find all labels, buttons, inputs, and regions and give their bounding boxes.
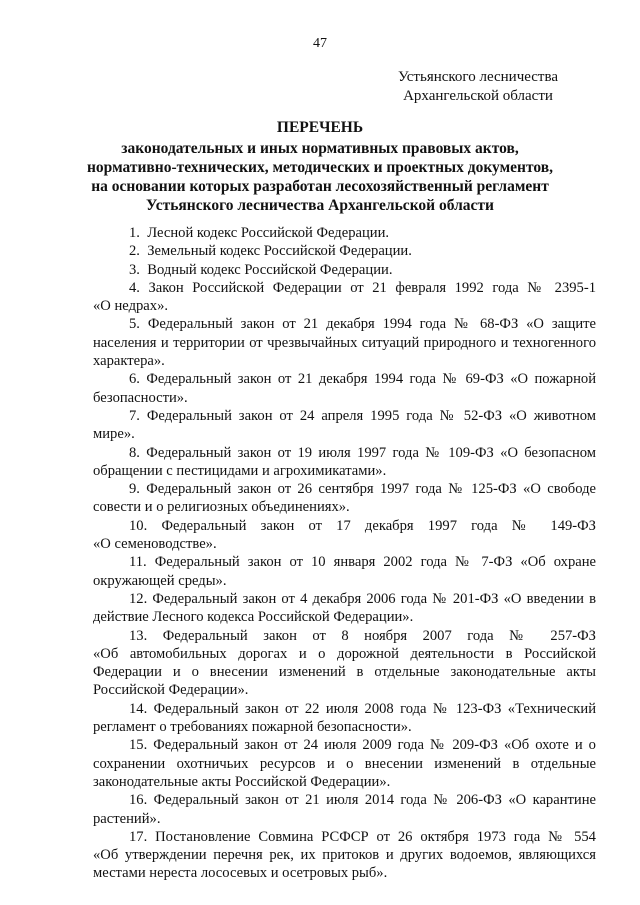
item-number: 17. xyxy=(129,828,148,845)
item-continuation: окружающей среды». xyxy=(93,572,227,589)
item-first-line xyxy=(93,590,596,608)
list-item xyxy=(93,444,596,481)
item-text: Водный кодекс Российской Федерации. xyxy=(147,261,393,278)
item-first-line xyxy=(93,370,596,388)
item-first-line xyxy=(93,517,596,535)
org-line: Архангельской области xyxy=(403,88,553,104)
item-number: 3. xyxy=(129,261,140,278)
item-continuation: обращении с пестицидами и агрохимикатами». xyxy=(93,462,387,479)
item-text: Федеральный закон от 21 декабря 1994 года № 68-ФЗ «О защите xyxy=(147,316,596,333)
item-number: 1. xyxy=(129,225,140,241)
title-line: Устьянского лесничества Архангельской области xyxy=(146,197,494,214)
item-text: Федеральный закон от 26 сентября 1997 года № 125-ФЗ «О свободе xyxy=(146,481,596,498)
item-text: Федеральный закон от 22 июля 2008 года № 123-ФЗ «Технический xyxy=(153,700,597,717)
item-number: 7. xyxy=(129,407,140,424)
list-item xyxy=(93,517,596,554)
item-text: Федеральный закон от 24 июля 2009 года № 209-ФЗ «Об охоте и о xyxy=(153,737,596,754)
item-continuation: регламент о требованиях пожарной безопасности». xyxy=(93,719,412,736)
title-heading: ПЕРЕЧЕНЬ xyxy=(276,119,364,136)
item-text: Федеральный закон от 8 ноября 2007 года № 257-ФЗ xyxy=(162,627,596,644)
list-item xyxy=(93,480,596,517)
item-text: Федеральный закон от 21 июля 2014 года № 206-ФЗ «О карантине xyxy=(153,792,596,809)
item-number: 10. xyxy=(129,517,148,534)
item-continuation: действие Лесного кодекса Российской Федерации». xyxy=(93,609,414,626)
item-number: 2. xyxy=(129,243,140,260)
item-number: 16. xyxy=(129,792,148,809)
item-number: 13. xyxy=(129,627,148,644)
item-first-line xyxy=(93,279,596,297)
item-continuation: «Об утверждении перечня рек, их притоков и других водоемов, являющихся местами нереста лососевых и осетровых рыб». xyxy=(93,847,596,882)
item-first-line xyxy=(93,407,596,425)
list-item xyxy=(93,553,596,590)
item-number: 6. xyxy=(129,371,140,388)
item-continuation: «О семеноводстве». xyxy=(93,536,217,553)
item-continuation: совести и о религиозных объединениях». xyxy=(93,499,350,516)
item-text: Федеральный закон от 17 декабря 1997 года № 149-ФЗ xyxy=(161,517,596,534)
list-item xyxy=(93,791,596,828)
list-item xyxy=(93,370,596,407)
item-first-line xyxy=(93,828,596,846)
org-line: Устьянского лесничества xyxy=(397,69,559,85)
item-text: Федеральный закон от 10 января 2002 года № 7-ФЗ «Об охране xyxy=(154,554,597,571)
item-continuation: сохранении охотничьих ресурсов и о внесении изменений в отдельные законодательные акты Российской Федерации». xyxy=(93,755,596,790)
item-continuation: населения и территории от чрезвычайных ситуаций природного и техногенного характера». xyxy=(93,334,596,370)
item-first-line xyxy=(93,791,596,809)
list-item xyxy=(93,700,596,737)
list-item xyxy=(93,242,596,260)
item-number: 4. xyxy=(129,279,140,296)
item-continuation: «Об автомобильных дорогах и о дорожной деятельности в Российской Федерации и о внесении изменений в отдельные законодательные акты Российской Федерации». xyxy=(93,645,596,699)
item-first-line xyxy=(93,315,596,333)
list-item xyxy=(93,736,596,791)
page-number: 47 xyxy=(313,36,327,51)
item-continuation: мире». xyxy=(93,426,135,443)
list-item xyxy=(93,224,596,242)
item-text: Земельный кодекс Российской Федерации. xyxy=(147,243,412,260)
item-text: Лесной кодекс Российской Федерации. xyxy=(147,225,390,241)
item-number: 15. xyxy=(129,737,148,754)
item-first-line xyxy=(93,444,596,462)
list-item xyxy=(93,279,596,316)
document-list xyxy=(93,224,596,883)
item-text: Федеральный закон от 21 декабря 1994 года № 69-ФЗ «О пожарной xyxy=(146,371,596,388)
title-line: законодательных и иных нормативных правовых актов, xyxy=(121,140,519,157)
item-number: 14. xyxy=(129,700,148,717)
item-first-line xyxy=(93,480,596,498)
list-item xyxy=(93,590,596,627)
item-text: Федеральный закон от 4 декабря 2006 года № 201-ФЗ «О введении в xyxy=(152,590,597,607)
item-text: Постановление Совмина РСФСР от 26 октября 1973 года № 554 xyxy=(155,828,596,845)
title-line: на основании которых разработан лесохозяйственный регламент xyxy=(91,178,549,195)
item-first-line xyxy=(93,736,596,754)
list-item xyxy=(93,828,596,883)
item-continuation: «О недрах». xyxy=(93,298,169,315)
item-number: 8. xyxy=(129,444,140,461)
long-items xyxy=(93,279,596,883)
item-number: 12. xyxy=(129,590,148,607)
organization-block xyxy=(378,68,578,106)
item-text: Закон Российской Федерации от 21 февраля 1992 года № 2395-1 xyxy=(148,279,596,296)
list-item xyxy=(93,407,596,444)
title-line: нормативно-технических, методических и проектных документов, xyxy=(87,159,553,176)
list-item xyxy=(93,261,596,279)
item-continuation: безопасности». xyxy=(93,389,188,406)
item-first-line xyxy=(93,700,596,718)
item-text: Федеральный закон от 19 июля 1997 года № 109-ФЗ «О безопасном xyxy=(146,444,597,461)
item-number: 11. xyxy=(129,554,147,571)
item-continuation: растений». xyxy=(93,810,161,827)
item-first-line xyxy=(93,627,596,645)
item-first-line xyxy=(93,553,596,571)
document-title xyxy=(0,118,640,215)
list-item xyxy=(93,627,596,700)
item-number: 9. xyxy=(129,481,140,498)
item-number: 5. xyxy=(129,316,140,333)
list-item xyxy=(93,315,596,370)
item-text: Федеральный закон от 24 апреля 1995 года № 52-ФЗ «О животном xyxy=(146,407,596,424)
